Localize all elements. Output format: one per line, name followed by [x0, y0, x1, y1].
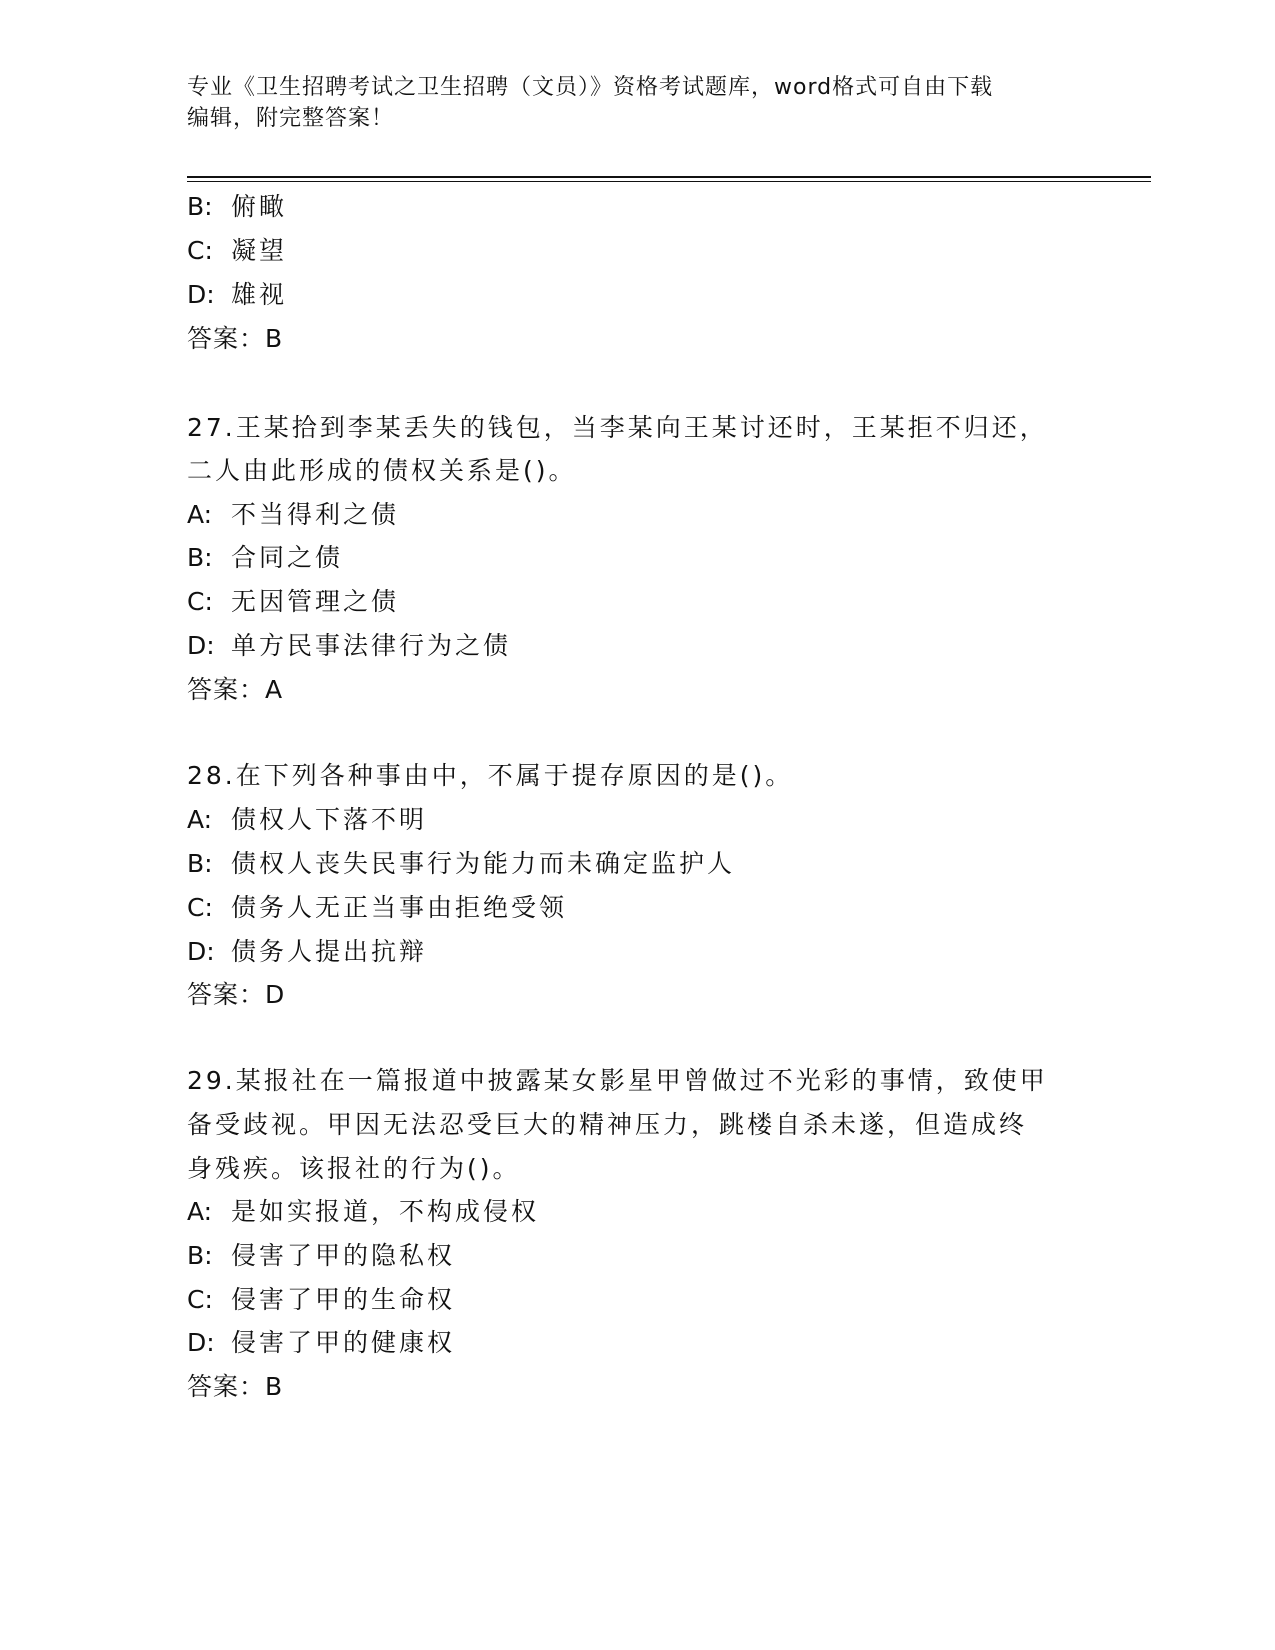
q27-option-a [187, 499, 399, 531]
option-text: 侵害了甲的健康权 [231, 1328, 456, 1357]
option-text: 债权人丧失民事行为能力而未确定监护人 [231, 849, 736, 878]
option-text: 不当得利之债 [231, 500, 400, 529]
option-label: D: [187, 1328, 215, 1357]
q26-option-d [187, 279, 287, 311]
q29-option-b [187, 1240, 455, 1272]
q28-option-b [187, 848, 735, 880]
q29-stem-line-1: 29.某报社在一篇报道中披露某女影星甲曾做过不光彩的事情，致使甲 [187, 1066, 1048, 1095]
option-label: D: [187, 631, 215, 660]
option-text: 俯瞰 [231, 192, 288, 221]
q29-stem-line-3: 身残疾。该报社的行为()。 [187, 1154, 521, 1183]
header-rule-thin [187, 181, 1151, 182]
document-header [187, 72, 1067, 134]
option-text: 债权人下落不明 [231, 805, 428, 834]
option-label: B: [187, 192, 213, 221]
q27-option-c [187, 586, 399, 618]
q27-option-d [187, 630, 511, 662]
option-label: D: [187, 280, 215, 309]
option-text: 合同之债 [231, 543, 344, 572]
option-text: 无因管理之债 [231, 587, 400, 616]
option-label: B: [187, 1241, 213, 1270]
option-text: 雄视 [231, 280, 288, 309]
option-text: 单方民事法律行为之债 [231, 631, 512, 660]
option-label: C: [187, 587, 213, 616]
q29-option-a [187, 1196, 539, 1228]
q26-option-b [187, 191, 287, 223]
option-text: 债务人无正当事由拒绝受领 [231, 893, 568, 922]
option-text: 凝望 [231, 236, 288, 265]
option-label: C: [187, 893, 213, 922]
header-line-2: 编辑，附完整答案！ [187, 106, 395, 131]
option-label: D: [187, 937, 215, 966]
option-label: C: [187, 236, 213, 265]
q28-answer: 答案：D [187, 980, 286, 1009]
q27-stem-line-2: 二人由此形成的债权关系是()。 [187, 456, 577, 485]
option-label: B: [187, 543, 213, 572]
q29-option-d [187, 1327, 455, 1359]
option-label: A: [187, 805, 213, 834]
header-rule-thick [187, 176, 1151, 178]
q29-answer: 答案：B [187, 1372, 284, 1401]
q27-stem-line-1: 27.王某拾到李某丢失的钱包，当李某向王某讨还时，王某拒不归还， [187, 413, 1048, 442]
q27-option-b [187, 542, 343, 574]
q28-stem-line-1: 28.在下列各种事由中，不属于提存原因的是()。 [187, 761, 794, 790]
option-text: 侵害了甲的生命权 [231, 1285, 456, 1314]
option-text: 债务人提出抗辩 [231, 937, 428, 966]
q28-option-c [187, 892, 567, 924]
option-label: A: [187, 1197, 213, 1226]
option-label: B: [187, 849, 213, 878]
q29-option-c [187, 1284, 455, 1316]
header-line-1: 专业《卫生招聘考试之卫生招聘（文员）》资格考试题库，word格式可自由下载 [187, 75, 994, 100]
option-text: 是如实报道，不构成侵权 [231, 1197, 540, 1226]
q26-option-c [187, 235, 287, 267]
option-label: A: [187, 500, 213, 529]
q28-option-a [187, 804, 427, 836]
q26-answer: 答案：B [187, 324, 284, 353]
option-text: 侵害了甲的隐私权 [231, 1241, 456, 1270]
option-label: C: [187, 1285, 213, 1314]
q27-answer: 答案：A [187, 675, 284, 704]
q29-stem-line-2: 备受歧视。甲因无法忍受巨大的精神压力，跳楼自杀未遂，但造成终 [187, 1110, 1028, 1139]
q28-option-d [187, 936, 427, 968]
